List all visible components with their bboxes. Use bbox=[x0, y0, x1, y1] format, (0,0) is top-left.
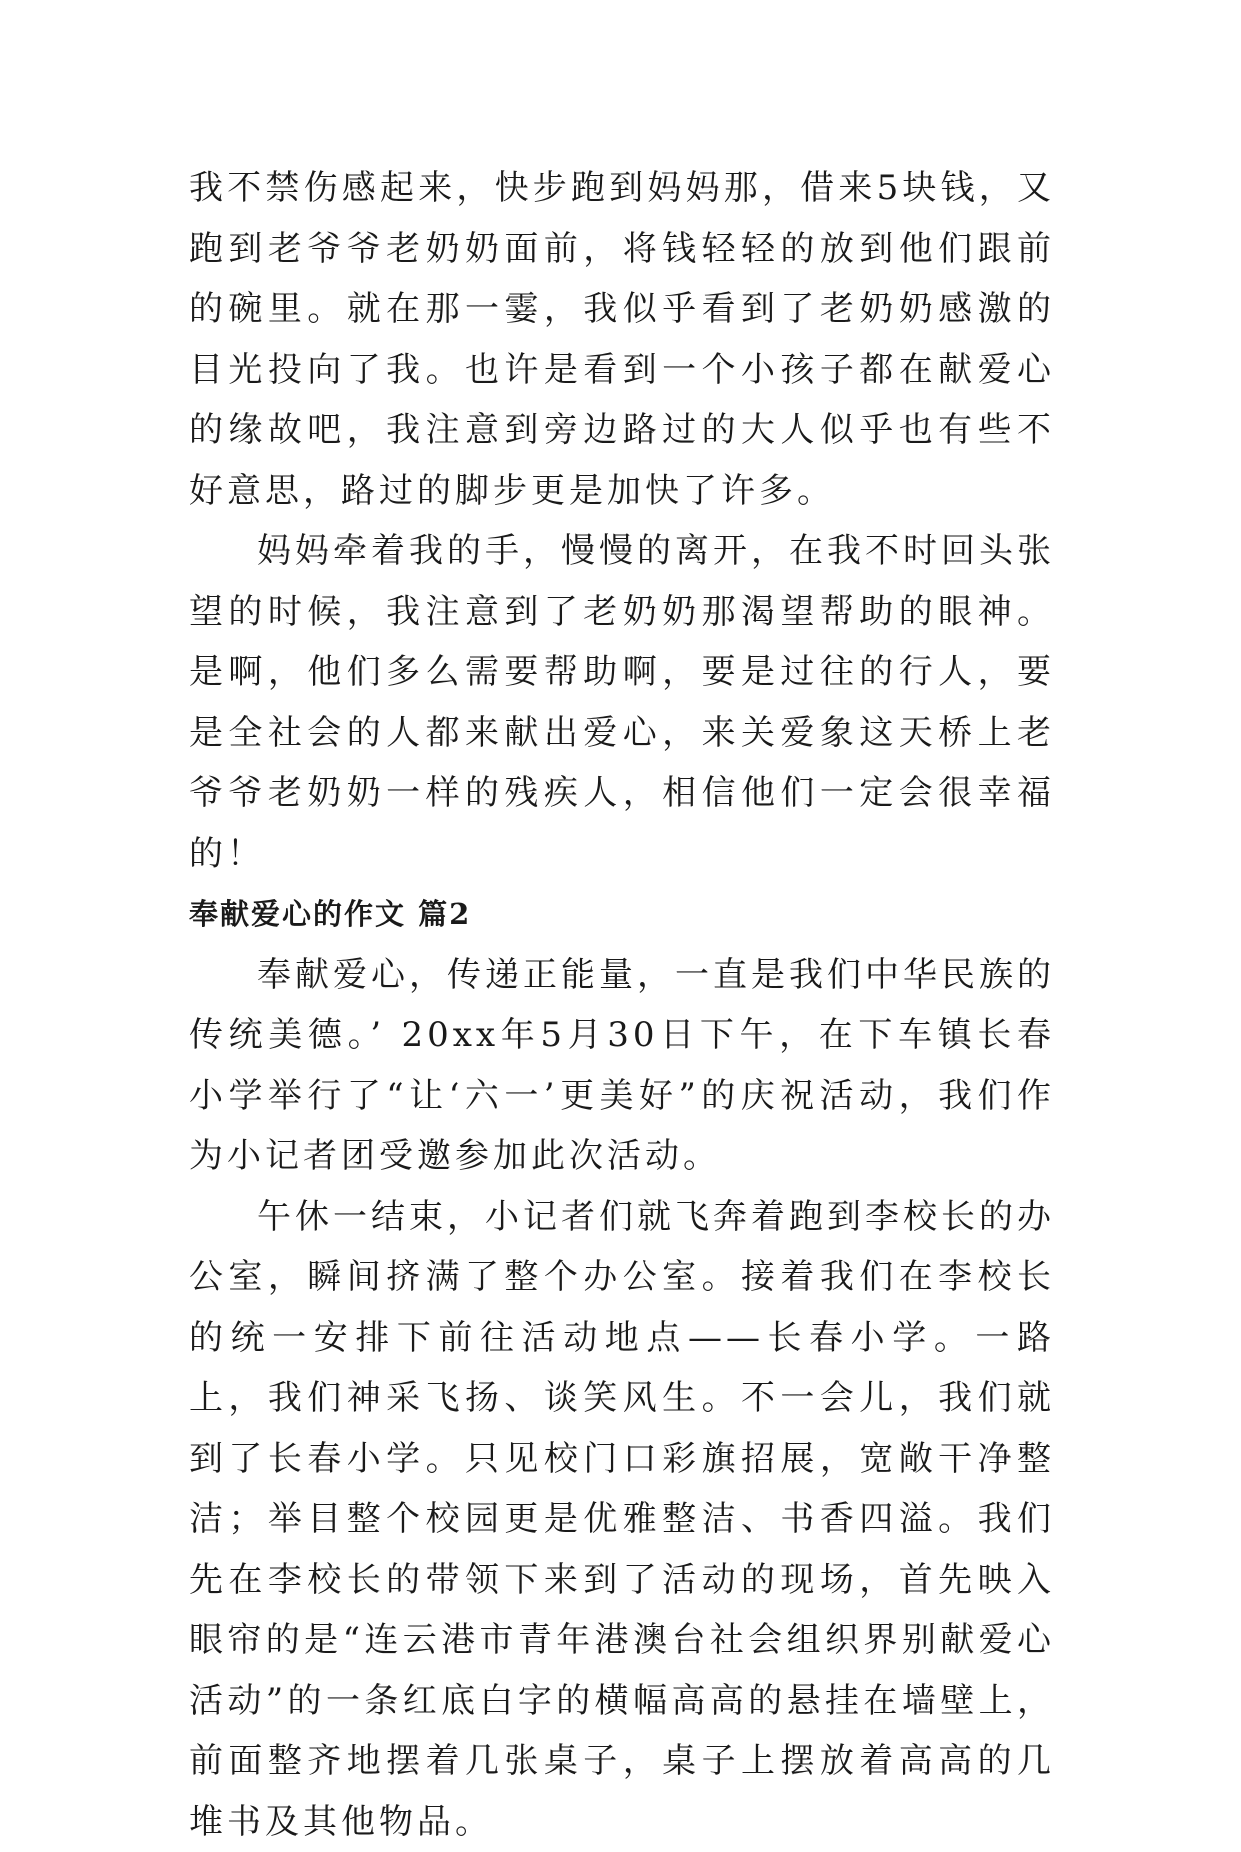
section-heading: 奉献爱心的作文 篇2 bbox=[189, 884, 1055, 945]
paragraph: 午休一结束，小记者们就飞奔着跑到李校长的办公室，瞬间挤满了整个办公室。接着我们在李校长的统一安排下前往活动地点——长春小学。一路上，我们神采飞扬、谈笑风生。不一会儿，我们就到了长春小学。只见校门口彩旗招展，宽敞干净整洁；举目整个校园更是优雅整洁、书香四溢。我们先在李校长的带领下来到了活动的现场，首先映入眼帘的是“连云港市青年港澳台社会组织界别献爱心活动”的一条红底白字的横幅高高的悬挂在墙壁上，前面整齐地摆着几张桌子，桌子上摆放着高高的几堆书及其他物品。 bbox=[189, 1187, 1055, 1852]
paragraph: 奉献爱心，传递正能量，一直是我们中华民族的传统美德。’ 20xx年5月30日下午，在下车镇长春小学举行了“让‘六一’更美好”的庆祝活动，我们作为小记者团受邀参加此次活动。 bbox=[189, 945, 1055, 1187]
document-body bbox=[189, 158, 1055, 1852]
paragraph: 妈妈牵着我的手，慢慢的离开，在我不时回头张望的时候，我注意到了老奶奶那渴望帮助的眼神。是啊，他们多么需要帮助啊，要是过往的行人，要是全社会的人都来献出爱心，来关爱象这天桥上老爷爷老奶奶一样的残疾人，相信他们一定会很幸福的！ bbox=[189, 521, 1055, 884]
paragraph: 我不禁伤感起来，快步跑到妈妈那，借来5块钱，又跑到老爷爷老奶奶面前，将钱轻轻的放到他们跟前的碗里。就在那一霎，我似乎看到了老奶奶感激的目光投向了我。也许是看到一个小孩子都在献爱心的缘故吧，我注意到旁边路过的大人似乎也有些不好意思，路过的脚步更是加快了许多。 bbox=[189, 158, 1055, 521]
